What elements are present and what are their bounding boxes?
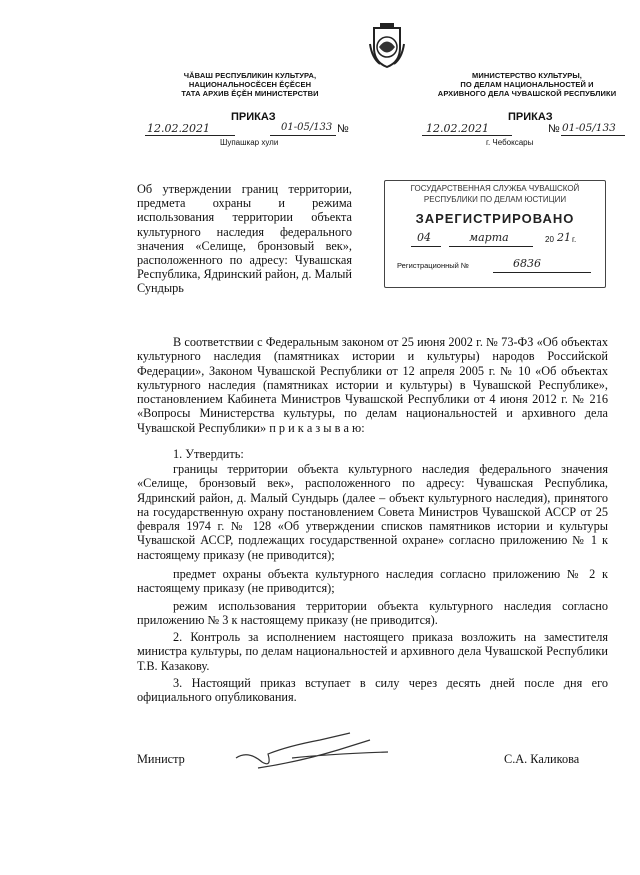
stamp-registered: ЗАРЕГИСТРИРОВАНО xyxy=(415,211,575,226)
registration-stamp xyxy=(384,180,606,288)
stamp-reg-label: Регистрационный № xyxy=(397,261,469,270)
coat-of-arms-emblem xyxy=(368,22,406,68)
body-paragraph-4: предмет охраны объекта культурного наследия согласно приложению № 2 к настоящему приказу (не приводится); xyxy=(137,567,608,596)
stamp-reg-row xyxy=(385,255,605,275)
stamp-line1: ГОСУДАРСТВЕННАЯ СЛУЖБА ЧУВАШСКОЙ xyxy=(410,184,580,193)
left-order-word: ПРИКАЗ xyxy=(231,111,276,123)
left-order-number: 01-05/133 xyxy=(281,122,333,133)
body-paragraph-3: границы территории объекта культурного наследия федерального значения «Селище, бронзовый век», расположенного по адресу: Чувашская Республика, Ядринский район, д. Малый Сундырь (далее – объект культурного наследия), принятого на государственную охрану постановлением Совета Министров Чувашской АССР от 25 февраля 1974 г. № 128 «Об утверждении списков памятников истории и культуры Чувашской АССР, подлежащих государственной охране» согласно приложению № 1 к настоящему приказу (не приводится); xyxy=(137,462,608,562)
body-paragraph-7: 3. Настоящий приказ вступает в силу через десять дней после дня его официального опубликования. xyxy=(137,676,608,705)
right-order-date: 12.02.2021 xyxy=(426,122,489,135)
right-number-line xyxy=(561,135,625,136)
body-paragraph-6: 2. Контроль за исполнением настоящего приказа возложить на заместителя министра культуры, по делам национальностей и архивного дела Чувашской Республики Т.В. Казакову. xyxy=(137,630,608,673)
stamp-year-g: г. xyxy=(572,235,577,244)
right-city: г. Чебоксары xyxy=(486,138,534,147)
body-paragraph-2: 1. Утвердить: xyxy=(173,447,244,461)
stamp-month: марта xyxy=(469,231,509,244)
stamp-day-line xyxy=(411,246,441,247)
stamp-year-suffix: 21 xyxy=(557,231,571,244)
right-number-sign: № xyxy=(548,123,560,135)
left-number-sign: № xyxy=(337,123,349,135)
signatory-position: Министр xyxy=(137,752,185,766)
stamp-day: 04 xyxy=(417,231,431,244)
right-ministry-name: МИНИСТЕРСТВО КУЛЬТУРЫ, ПО ДЕЛАМ НАЦИОНАЛЬНОСТЕЙ И АРХИВНОГО ДЕЛА ЧУВАШСКОЙ РЕСПУБЛИКИ xyxy=(437,71,617,98)
stamp-line2: РЕСПУБЛИКИ ПО ДЕЛАМ ЮСТИЦИИ xyxy=(423,195,567,204)
left-city: Шупашкар хули xyxy=(220,138,279,147)
left-order-date: 12.02.2021 xyxy=(147,122,210,135)
right-date-line xyxy=(422,135,512,136)
left-ministry-name: ЧĂВАШ РЕСПУБЛИКИН КУЛЬТУРА, НАЦИОНАЛЬНОСĔСЕН ĔÇĔСЕН ТАТА АРХИВ ĔÇĔН МИНИСТЕРСТВИ xyxy=(181,71,319,98)
stamp-reg-number: 6836 xyxy=(513,257,541,270)
stamp-month-line xyxy=(449,246,533,247)
stamp-year-prefix: 20 xyxy=(545,235,554,244)
signatory-name: С.А. Каликова xyxy=(504,752,580,766)
stamp-date-row xyxy=(385,230,605,252)
right-order-word: ПРИКАЗ xyxy=(508,111,553,123)
document-title: Об утверждении границ территории, предмета охраны и режима использования территории объекта культурного наследия федерального значения «Селище, бронзовый век», расположенного по адресу: Чувашская Республика, Ядринский район, д. Малый Сундырь xyxy=(137,182,352,296)
left-date-line xyxy=(145,135,235,136)
body-paragraph-1: В соответствии с Федеральным законом от 25 июня 2002 г. № 73-ФЗ «Об объектах культурного наследия (памятниках истории и культуры) народов Российской Федерации», Законом Чувашской Республики от 12 апреля 2005 г. № 10 «Об объектах культурного наследия (памятниках истории и культуры) в Чувашской Республике», постановлением Кабинета Министров Чувашской Республики от 4 июня 2012 г. № 216 «Вопросы Министерства культуры, по делам национальностей и архивного дела Чувашской Республики» п р и к а з ы в а ю: xyxy=(137,335,608,435)
body-paragraph-5: режим использования территории объекта культурного наследия согласно приложению № 3 к настоящему приказу (не приводится). xyxy=(137,599,608,628)
stamp-reg-line xyxy=(493,272,591,273)
handwritten-signature xyxy=(228,728,398,778)
left-number-line xyxy=(270,135,336,136)
right-order-number: 01-05/133 xyxy=(562,122,616,134)
